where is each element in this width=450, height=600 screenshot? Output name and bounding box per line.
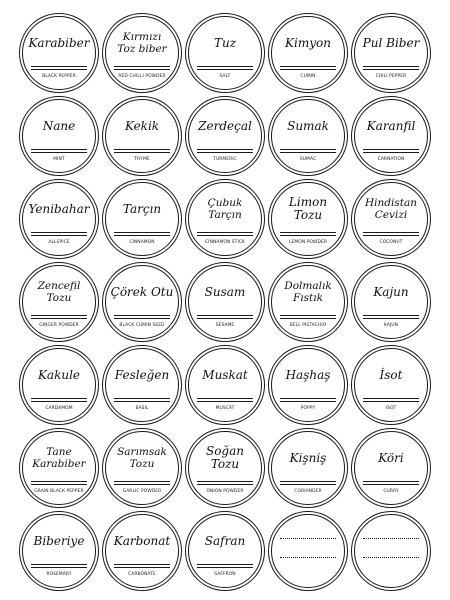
spice-label	[19, 428, 99, 508]
spice-english-name: CUMIN	[300, 74, 316, 79]
spice-label	[185, 96, 265, 176]
spice-name: Karabiber	[28, 35, 90, 50]
spice-english-name: CORIANDER	[294, 489, 322, 494]
spice-label	[351, 96, 431, 176]
spice-name: Yenibahar	[28, 201, 90, 216]
spice-name: Safran	[204, 533, 246, 548]
label-divider	[197, 315, 253, 316]
label-divider	[363, 315, 419, 316]
spice-name: Kişniş	[289, 450, 327, 465]
label-divider	[280, 318, 336, 319]
spice-label	[19, 13, 99, 93]
spice-english-name: THYME	[134, 157, 150, 162]
spice-label	[268, 179, 348, 259]
spice-english-name: BASIL	[135, 406, 149, 411]
spice-label	[351, 13, 431, 93]
spice-name: Kajun	[373, 284, 409, 299]
spice-label	[351, 428, 431, 508]
label-divider	[114, 66, 170, 67]
spice-name: İsot	[379, 367, 403, 382]
spice-name: Soğan Tozu	[205, 444, 244, 471]
label-divider	[197, 66, 253, 67]
spice-label	[351, 262, 431, 342]
spice-english-name: SUMAC	[299, 157, 317, 162]
label-divider	[197, 398, 253, 399]
spice-name: Zerdeçal	[198, 118, 252, 133]
spice-label	[102, 179, 182, 259]
spice-english-name: GARLIC POWDER	[122, 489, 162, 494]
label-divider	[114, 481, 170, 482]
label-divider	[280, 149, 336, 150]
label-divider	[280, 484, 336, 485]
spice-label	[268, 13, 348, 93]
label-divider	[31, 69, 87, 70]
spice-english-name: CARDAMOM	[45, 406, 73, 411]
spice-name: Sumak	[287, 118, 329, 133]
spice-english-name: ROSEMARY	[46, 572, 72, 577]
blank-write-line	[280, 538, 336, 539]
spice-label	[185, 13, 265, 93]
spice-english-name: ONION POWDER	[206, 489, 244, 494]
label-divider	[197, 235, 253, 236]
spice-name: Tuz	[213, 35, 237, 50]
spice-english-name: SALT	[219, 74, 231, 79]
spice-name: Nane	[42, 118, 76, 133]
label-divider	[280, 481, 336, 482]
spice-english-name: RED CHILLI POWDER	[118, 74, 166, 79]
spice-name: Hindistan Cevizi	[365, 197, 417, 221]
spice-label	[185, 428, 265, 508]
label-divider	[363, 69, 419, 70]
label-divider	[197, 401, 253, 402]
label-divider	[363, 152, 419, 153]
label-divider	[363, 232, 419, 233]
spice-label	[102, 13, 182, 93]
label-divider	[363, 484, 419, 485]
label-divider	[114, 152, 170, 153]
label-divider	[280, 235, 336, 236]
spice-name: Kırmızı Toz biber	[117, 31, 167, 55]
label-divider	[114, 315, 170, 316]
spice-name: Fesleğen	[114, 367, 170, 382]
label-divider	[197, 564, 253, 565]
spice-label	[102, 428, 182, 508]
spice-name: Çörek Otu	[110, 284, 174, 299]
label-divider	[197, 69, 253, 70]
label-divider	[363, 401, 419, 402]
spice-name: Kakule	[37, 367, 81, 382]
label-divider	[31, 66, 87, 67]
label-divider	[280, 232, 336, 233]
spice-english-name: BLACK PEPPER	[42, 74, 76, 79]
label-divider	[114, 401, 170, 402]
spice-english-name: CARBONATE	[128, 572, 156, 577]
label-divider	[197, 232, 253, 233]
label-divider	[363, 318, 419, 319]
spice-name: Limon Tozu	[288, 195, 328, 222]
spice-english-name: CINNAMON STICK	[205, 240, 245, 245]
spice-name: Çubuk Tarçın	[207, 197, 243, 221]
spice-english-name: SAFFRON	[214, 572, 236, 577]
spice-english-name: BLACK CUMIN SEED	[119, 323, 165, 328]
spice-label	[102, 262, 182, 342]
label-divider	[114, 567, 170, 568]
label-divider	[114, 318, 170, 319]
spice-english-name: GINGER POWDER	[39, 323, 79, 328]
label-divider	[363, 481, 419, 482]
spice-name: Köri	[378, 450, 404, 465]
label-divider	[31, 567, 87, 568]
spice-name: Kekik	[124, 118, 160, 133]
spice-label	[102, 511, 182, 591]
spice-label	[185, 179, 265, 259]
spice-label	[268, 428, 348, 508]
spice-name: Biberiye	[33, 533, 85, 548]
label-divider	[31, 564, 87, 565]
label-divider	[197, 484, 253, 485]
label-divider	[363, 398, 419, 399]
label-divider	[31, 401, 87, 402]
spice-english-name: LEMON POWDER	[289, 240, 327, 245]
label-divider	[197, 152, 253, 153]
spice-label	[102, 96, 182, 176]
spice-name: Dolmalık Fıstık	[284, 280, 332, 304]
spice-english-name: CHILI PEPPER	[375, 74, 407, 79]
label-inner-ring	[354, 514, 428, 588]
spice-english-name: MUSCAT	[215, 406, 235, 411]
label-divider	[31, 235, 87, 236]
blank-label	[351, 511, 431, 591]
spice-label	[19, 96, 99, 176]
label-divider	[363, 235, 419, 236]
label-divider	[31, 318, 87, 319]
spice-english-name: BELL PISTACHIO	[289, 323, 327, 328]
label-divider	[363, 66, 419, 67]
spice-english-name: CURRY	[383, 489, 399, 494]
spice-name: Haşhaş	[285, 367, 331, 382]
spice-label	[185, 262, 265, 342]
spice-english-name: COCONUT	[379, 240, 403, 245]
label-divider	[31, 484, 87, 485]
blank-write-line	[280, 557, 336, 558]
spice-english-name: SESAME	[215, 323, 235, 328]
spice-label	[19, 345, 99, 425]
spice-label	[351, 179, 431, 259]
spice-name: Karbonat	[113, 533, 171, 548]
label-divider	[31, 481, 87, 482]
label-divider	[114, 564, 170, 565]
spice-label	[19, 511, 99, 591]
label-divider	[280, 315, 336, 316]
spice-name: Kimyon	[285, 35, 331, 50]
label-divider	[114, 235, 170, 236]
label-divider	[197, 481, 253, 482]
label-divider	[197, 318, 253, 319]
blank-write-line	[363, 538, 419, 539]
label-divider	[31, 149, 87, 150]
spice-name: Susam	[204, 284, 246, 299]
spice-label	[19, 179, 99, 259]
spice-name: Zencefil Tozu	[37, 280, 81, 304]
label-divider	[280, 152, 336, 153]
spice-label	[185, 345, 265, 425]
label-divider	[31, 152, 87, 153]
blank-write-line	[363, 557, 419, 558]
spice-label	[268, 96, 348, 176]
label-divider	[114, 484, 170, 485]
label-divider	[197, 567, 253, 568]
spice-english-name: GRAIN BLACK PEPPER	[34, 489, 84, 494]
spice-label	[19, 262, 99, 342]
spice-english-name: ISOT	[385, 406, 397, 411]
label-divider	[114, 398, 170, 399]
label-divider	[363, 149, 419, 150]
spice-label	[185, 511, 265, 591]
label-divider	[280, 401, 336, 402]
spice-english-name: KAJUN	[383, 323, 399, 328]
spice-label	[268, 262, 348, 342]
label-divider	[114, 232, 170, 233]
label-divider	[31, 232, 87, 233]
label-divider	[280, 69, 336, 70]
spice-name: Pul Biber	[362, 35, 420, 50]
spice-name: Muskat	[202, 367, 248, 382]
label-divider	[31, 398, 87, 399]
spice-label	[268, 345, 348, 425]
spice-english-name: ALLSPICE	[48, 240, 70, 245]
label-divider	[197, 149, 253, 150]
spice-name: Karanfil	[366, 118, 416, 133]
spice-label	[102, 345, 182, 425]
spice-name: Tane Karabiber	[32, 446, 86, 470]
spice-english-name: MINT	[53, 157, 65, 162]
spice-name: Tarçın	[122, 201, 162, 216]
label-divider	[31, 315, 87, 316]
label-divider	[280, 66, 336, 67]
blank-label	[268, 511, 348, 591]
spice-english-name: TURMERIC	[213, 157, 237, 162]
label-divider	[114, 149, 170, 150]
spice-english-name: CARNATION	[377, 157, 405, 162]
label-divider	[280, 398, 336, 399]
spice-english-name: POPPY	[300, 406, 316, 411]
label-divider	[114, 69, 170, 70]
spice-name: Sarımsak Tozu	[117, 446, 167, 470]
spice-english-name: CINNAMON	[129, 240, 155, 245]
label-inner-ring	[271, 514, 345, 588]
spice-label	[351, 345, 431, 425]
